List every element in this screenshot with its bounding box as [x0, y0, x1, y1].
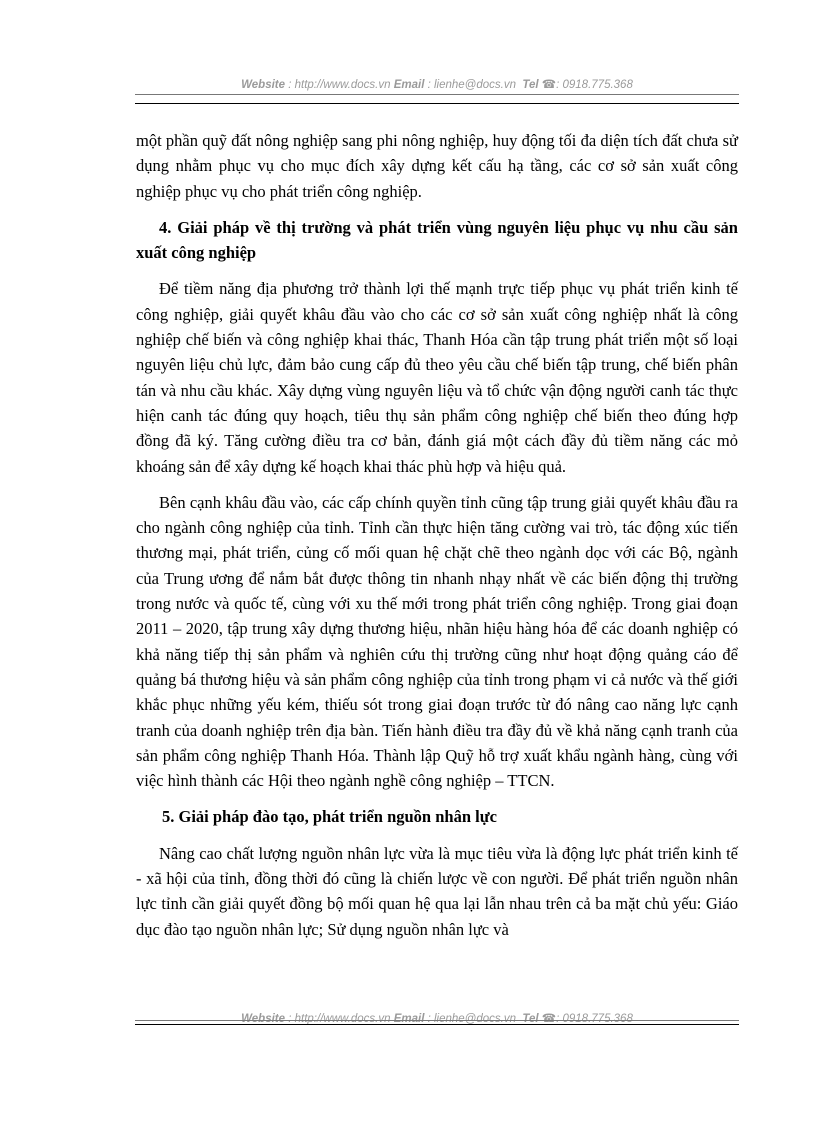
- footer-email-address[interactable]: lienhe@docs.vn: [433, 1013, 516, 1025]
- footer-email-separator: :: [424, 1013, 434, 1025]
- paragraph-market-output: Bên cạnh khâu đầu vào, các cấp chính quyền tỉnh cũng tập trung giải quyết khâu đầu ra cho ngành công nghiệp của tỉnh. Tỉnh cần thực hiện tăng cường vai trò, tác động xúc tiến thương mại, phát triển, củng cố mối quan hệ chặt chẽ theo ngành dọc với các Bộ, ngành của Trung ương để nắm bắt được thông tin nhanh nhạy nhất về các biến động thị trường trong nước và quốc tế, cùng với xu thế mới trong phát triển công nghiệp. Trong giai đoạn 2011 – 2020, tập trung xây dựng thương hiệu, nhãn hiệu hàng hóa để các doanh nghiệp có khả năng tiếp thị sản phẩm và nghiên cứu thị trường cũng như hoạt động quảng cáo để quảng bá thương hiệu và sản phẩm công nghiệp của tỉnh trong phạm vi cả nước và thế giới khắc phục những yếu kém, thiếu sót trong giai đoạn trước từ đó nâng cao năng lực cạnh tranh của doanh nghiệp trên địa bàn. Tiến hành điều tra đầy đủ về khả năng cạnh tranh của sản phẩm công nghiệp Thanh Hóa. Thành lập Quỹ hỗ trợ xuất khẩu ngành hàng, cùng với việc hình thành các Hội theo ngành nghề công nghiệp – TTCN.: [136, 492, 738, 791]
- website-label: Website: [241, 79, 286, 91]
- page-header: [135, 77, 739, 91]
- page-footer: [135, 1011, 739, 1025]
- footer-phone-icon: ☎: [541, 1013, 557, 1025]
- website-url[interactable]: http://www.docs.vn: [294, 79, 391, 91]
- footer-website-separator: :: [285, 1013, 295, 1025]
- header-divider: [135, 103, 739, 104]
- footer-website-url[interactable]: http://www.docs.vn: [294, 1013, 391, 1025]
- paragraph-raw-materials: Để tiềm năng địa phương trở thành lợi thế mạnh trực tiếp phục vụ phát triển kinh tế công nghiệp, giải quyết khâu đầu vào cho các cơ sở sản xuất công nghiệp nhất là công nghiệp chế biến và công nghiệp khai thác, Thanh Hóa cần tập trung phát triển một số loại nguyên liệu chủ lực, đảm bảo cung cấp đủ theo yêu cầu chế biến tập trung, chế biến phân tán và nhu cầu khác. Xây dựng vùng nguyên liệu và tổ chức vận động người canh tác thực hiện canh tác đúng quy hoạch, tiêu thụ sản phẩm công nghiệp chế biến theo đúng hợp đồng đã ký. Tăng cường điều tra cơ bản, đánh giá một cách đầy đủ tiềm năng các mỏ khoáng sản để xây dựng kế hoạch khai thác phù hợp và hiệu quả.: [136, 279, 738, 476]
- footer-website-label: Website: [241, 1013, 286, 1025]
- email-separator: :: [424, 79, 434, 91]
- footer-divider-thin: [135, 1020, 739, 1021]
- phone-icon: ☎: [541, 79, 557, 91]
- website-separator: :: [285, 79, 295, 91]
- header-divider-thin: [135, 94, 739, 95]
- tel-label: Tel: [522, 79, 539, 91]
- footer-tel-label: Tel: [522, 1013, 539, 1025]
- footer-email-label: Email: [393, 1013, 425, 1025]
- footer-tel-number: : 0918.775.368: [556, 1013, 633, 1025]
- section-heading-4: 4. Giải pháp về thị trường và phát triển vùng nguyên liệu phục vụ nhu cầu sản xuất công nghiệp: [136, 217, 738, 263]
- tel-number: : 0918.775.368: [556, 79, 633, 91]
- email-label: Email: [393, 79, 425, 91]
- footer-divider: [135, 1024, 739, 1025]
- email-address[interactable]: lienhe@docs.vn: [433, 79, 516, 91]
- paragraph-continued: một phần quỹ đất nông nghiệp sang phi nông nghiệp, huy động tối đa diện tích đất chưa sử dụng nhằm phục vụ cho mục đích xây dựng kết cấu hạ tầng, các cơ sở sản xuất công nghiệp phục vụ cho phát triển công nghiệp.: [136, 131, 738, 201]
- document-body: [136, 128, 738, 942]
- paragraph-human-resources: Nâng cao chất lượng nguồn nhân lực vừa là mục tiêu vừa là động lực phát triển kinh tế - xã hội của tỉnh, đồng thời đó cũng là chiến lược về con người. Để phát triển nguồn nhân lực tỉnh cần giải quyết đồng bộ mối quan hệ qua lại lẫn nhau trên cả ba mặt chủ yếu: Giáo dục đào tạo nguồn nhân lực; Sử dụng nguồn nhân lực và: [136, 843, 738, 939]
- section-heading-5: 5. Giải pháp đào tạo, phát triển nguồn nhân lực: [162, 807, 497, 827]
